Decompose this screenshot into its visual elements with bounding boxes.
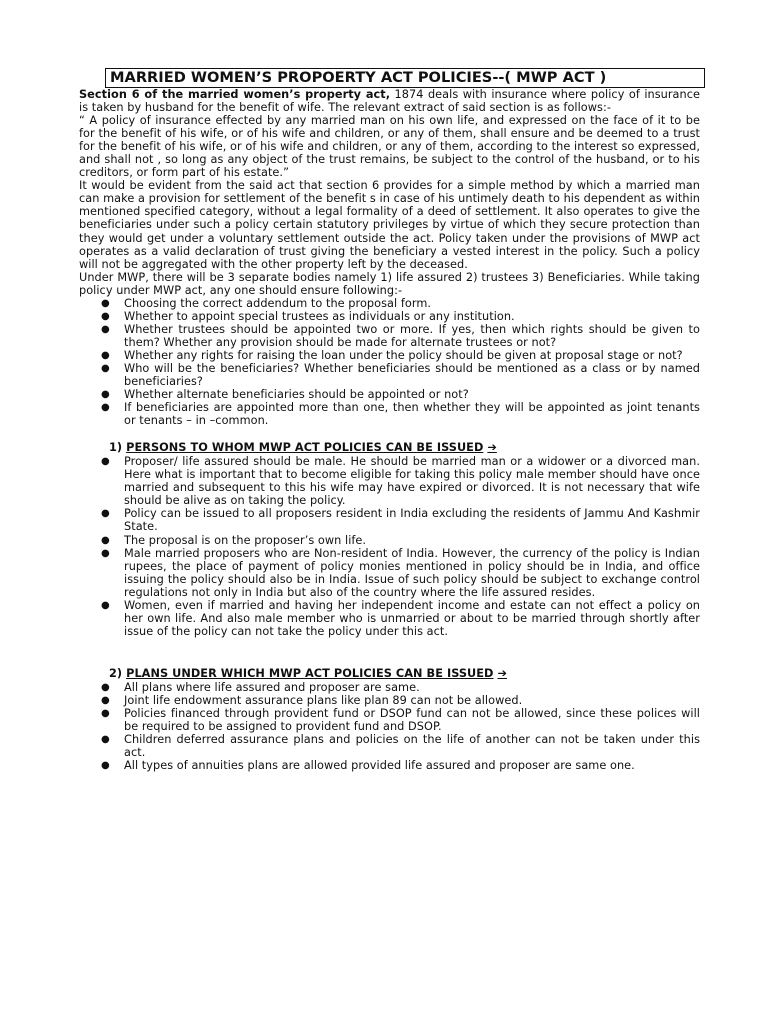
list-item: ● Whether trustees should be appointed two or more. If yes, then which rights should be given to them? Whether any provision should be made for alternate trustees or not? (101, 322, 700, 349)
list-item: ● Joint life endowment assurance plans like plan 89 can not be allowed. (101, 693, 523, 707)
bullet-icon: ● (101, 362, 110, 374)
document-title: MARRIED WOMEN’S PROPOERTY ACT POLICIES--( MWP ACT ) (105, 68, 705, 88)
bullet-icon: ● (101, 349, 110, 361)
list-item: ● Who will be the beneficiaries? Whether beneficiaries should be mentioned as a class or by named beneficiaries? (101, 361, 700, 389)
intro-text: 1874 deals with insurance where policy of insurance is taken by husband for the benefit of wife. The relevant extract of said section is as follows:- (79, 88, 701, 115)
bullet-icon: ● (101, 734, 110, 746)
bullet-icon: ● (101, 310, 110, 322)
bullet-icon: ● (101, 402, 110, 414)
list-item: ● Whether alternate beneficiaries should be appointed or not? (101, 388, 469, 402)
heading-text: PLANS UNDER WHICH MWP ACT POLICIES CAN BE ISSUED (126, 666, 494, 680)
heading-text: PERSONS TO WHOM MWP ACT POLICIES CAN BE ISSUED (126, 441, 484, 455)
bullet-icon: ● (101, 760, 110, 772)
bullet-icon: ● (101, 694, 110, 706)
list-item: ● Policy can be issued to all proposers resident in India excluding the residents of Jammu And Kashmir State. (101, 507, 700, 534)
persons-list (79, 455, 700, 638)
list-item: ● Women, even if married and having her independent income and estate can not effect a policy on her own life. And also male member who is unmarried or about to be married through shortly after issue of the policy can not take the policy under this act. (101, 598, 700, 638)
list-item: ● Whether any rights for raising the loan under the policy should be given at proposal stage or not? (101, 348, 683, 362)
bullet-icon: ● (101, 456, 110, 468)
bullet-icon: ● (101, 508, 110, 520)
bullet-icon: ● (101, 599, 110, 611)
bullet-icon: ● (101, 323, 110, 335)
list-item: ● Choosing the correct addendum to the proposal form. (101, 296, 432, 310)
intro-paragraph (79, 88, 700, 114)
bullet-icon: ● (101, 707, 110, 719)
intro-lead: Section 6 of the married women’s property act, (79, 88, 391, 101)
heading-number: 2) (109, 666, 123, 680)
bullet-icon: ● (101, 547, 110, 559)
intro-quote: “ A policy of insurance effected by any married man on his own life, and expressed on the face of it to be for the benefit of his wife, or of his wife and children, or any of them, shall ensure and be deemed to a trust for the benefit of his wife, or of his wife and children, or any of them, according to the interest so expressed, and shall not , so long as any object of the trust remains, be subject to the control of the husband, or to his creditors, or form part of his estate.” (79, 114, 700, 180)
document-body (79, 88, 700, 772)
list-item: ● If beneficiaries are appointed more than one, then whether they will be appointed as joint tenants or tenants – in –common. (101, 401, 700, 428)
arrow-right-icon: ➔ (487, 441, 497, 455)
list-item: ● Male married proposers who are Non-resident of India. However, the currency of the policy is Indian rupees, the place of payment of policy monies mentioned in policy should be in India, and office issuing the policy should also be in India. Issue of such policy should be subject to exchange control regulations not only in India but also of the country where the life assured resides. (101, 546, 700, 599)
list-item: ● All plans where life assured and proposer are same. (101, 680, 420, 694)
ensure-list (79, 297, 700, 427)
section-heading-persons (79, 441, 700, 455)
list-item: ● Whether to appoint special trustees as individuals or any institution. (101, 309, 515, 323)
bullet-icon: ● (101, 534, 110, 546)
list-item: ● Policies financed through provident fund or DSOP fund can not be allowed, since these polices will be required to be assigned to provident fund and DSOP. (101, 706, 700, 734)
heading-number: 1) (109, 441, 123, 455)
bullet-icon: ● (101, 389, 110, 401)
list-item: ● All types of annuities plans are allowed provided life assured and proposer are same one. (101, 759, 635, 773)
bullet-icon: ● (101, 681, 110, 693)
evident-paragraph: It would be evident from the said act that section 6 provides for a simple method by which a married man can make a provision for settlement of the benefit s in case of his untimely death to his dependent as within mentioned specified category, without a legal formality of a deed of settlement. It also operates to give the beneficiaries under such a policy certain statutory privileges by virtue of which they secure protection than they would get under a voluntary settlement outside the act. Policy taken under the provisions of MWP act operates as a valid declaration of trust giving the beneficiary a vested interest in the policy. Such a policy will not be aggregated with the other property left by the deceased. (79, 179, 700, 271)
list-item: ● Children deferred assurance plans and policies on the life of another can not be taken under this act. (101, 733, 700, 760)
arrow-right-icon: ➔ (497, 666, 507, 680)
mwp-bodies-paragraph: Under MWP, there will be 3 separate bodies namely 1) life assured 2) trustees 3) Beneficiaries. While taking policy under MWP act, any one should ensure following:- (79, 270, 700, 297)
list-item: ● Proposer/ life assured should be male. He should be married man or a widower or a divorced man. Here what is important that to become eligible for taking this policy male member should have once married and subsequent to this his wife may have expired or divorced. It is not necessary that wife should be alive as on taking the policy. (101, 455, 700, 508)
bullet-icon: ● (101, 297, 110, 309)
list-item: ● The proposal is on the proposer’s own life. (101, 533, 367, 547)
plans-list (79, 681, 700, 772)
section-heading-plans (79, 667, 700, 681)
